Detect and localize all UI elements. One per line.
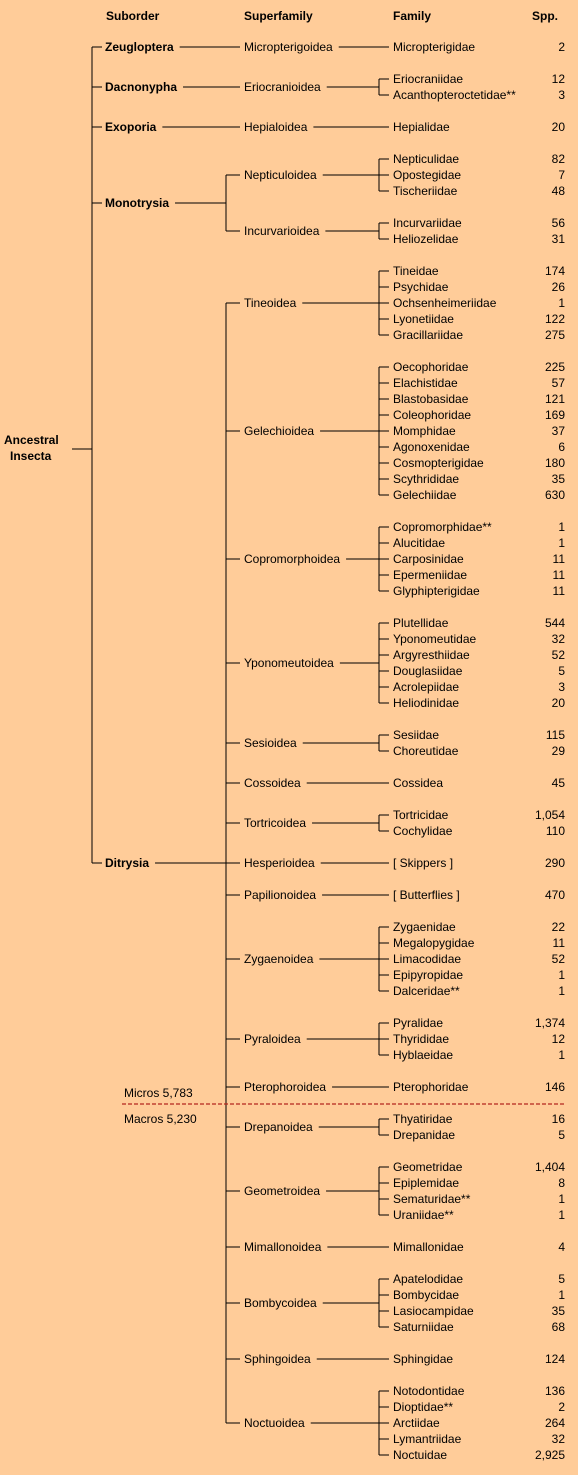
- species-count: 1: [558, 520, 565, 534]
- header-family: Family: [393, 9, 432, 23]
- species-count: 32: [551, 632, 565, 646]
- species-count: 26: [551, 280, 565, 294]
- family-label: [ Skippers ]: [393, 856, 454, 870]
- family-label: Thyatiridae: [393, 1112, 453, 1126]
- family-label: Blastobasidae: [393, 392, 469, 406]
- family-label: Psychidae: [393, 280, 449, 294]
- species-count: 35: [551, 472, 565, 486]
- species-count: 8: [558, 1176, 565, 1190]
- superfamily-label: Bombycoidea: [244, 1296, 317, 1310]
- species-count: 264: [544, 1416, 565, 1430]
- superfamily-label: Gelechioidea: [244, 424, 315, 438]
- family-label: Tischeriidae: [393, 184, 458, 198]
- family-label: Acanthopteroctetidae**: [393, 88, 516, 102]
- superfamily-label: Incurvarioidea: [244, 224, 320, 238]
- header-suborder: Suborder: [106, 9, 160, 23]
- species-count: 2: [558, 1400, 565, 1414]
- family-label: Acrolepiidae: [393, 680, 460, 694]
- species-count: 1: [558, 984, 565, 998]
- superfamily-label: Cossoidea: [244, 776, 301, 790]
- family-label: Noctuidae: [393, 1448, 448, 1462]
- family-label: Yponomeutidae: [393, 632, 477, 646]
- family-label: Glyphipterigidae: [393, 584, 480, 598]
- species-count: 1: [558, 1288, 565, 1302]
- species-count: 470: [544, 888, 565, 902]
- family-label: Arctiidae: [393, 1416, 440, 1430]
- family-label: Tineidae: [393, 264, 439, 278]
- micros-total: Micros 5,783: [124, 1086, 193, 1100]
- family-label: Lasiocampidae: [393, 1304, 474, 1318]
- species-count: 12: [551, 1032, 565, 1046]
- species-count: 20: [551, 120, 565, 134]
- species-count: 20: [551, 696, 565, 710]
- superfamily-label: Hesperioidea: [244, 856, 315, 870]
- family-label: Apatelodidae: [393, 1272, 464, 1286]
- species-count: 52: [551, 648, 565, 662]
- superfamily-label: Nepticuloidea: [244, 168, 317, 182]
- species-count: 136: [544, 1384, 565, 1398]
- species-count: 5: [558, 664, 565, 678]
- species-count: 275: [544, 328, 565, 342]
- family-label: Opostegidae: [393, 168, 462, 182]
- superfamily-label: Tineoidea: [244, 296, 297, 310]
- family-label: Tortricidae: [393, 808, 449, 822]
- family-label: Epipyropidae: [393, 968, 464, 982]
- superfamily-label: Noctuoidea: [244, 1416, 305, 1430]
- family-label: Carposinidae: [393, 552, 464, 566]
- superfamily-label: Eriocranioidea: [244, 80, 321, 94]
- superfamily-label: Drepanoidea: [244, 1120, 313, 1134]
- family-label: Notodontidae: [393, 1384, 465, 1398]
- family-label: Choreutidae: [393, 744, 459, 758]
- family-label: Dioptidae**: [393, 1400, 454, 1414]
- species-count: 16: [551, 1112, 565, 1126]
- species-count: 544: [544, 616, 565, 630]
- superfamily-label: Copromorphoidea: [244, 552, 341, 566]
- species-count: 11: [552, 584, 565, 598]
- family-label: Plutellidae: [393, 616, 449, 630]
- family-label: Saturniidae: [393, 1320, 454, 1334]
- species-count: 110: [545, 824, 565, 838]
- family-label: Coleophoridae: [393, 408, 472, 422]
- family-label: Ochsenheimeriidae: [393, 296, 497, 310]
- family-label: Argyresthiidae: [393, 648, 470, 662]
- superfamily-label: Hepialoidea: [244, 120, 308, 134]
- micro-macro-split: [122, 1086, 565, 1126]
- species-count: 82: [551, 152, 565, 166]
- species-count: 146: [544, 1080, 565, 1094]
- species-count: 121: [544, 392, 565, 406]
- family-label: Megalopygidae: [393, 936, 475, 950]
- suborder-label: Zeugloptera: [105, 40, 174, 54]
- family-label: Micropterigidae: [393, 40, 476, 54]
- species-count: 37: [551, 424, 565, 438]
- species-count: 22: [551, 920, 565, 934]
- species-count: 1,374: [534, 1016, 565, 1030]
- superfamily-label: Sphingoidea: [244, 1352, 311, 1366]
- family-label: Hyblaeidae: [393, 1048, 454, 1062]
- family-label: Sematuridae**: [393, 1192, 471, 1206]
- species-count: 1: [558, 1048, 565, 1062]
- column-headers: [106, 9, 558, 23]
- species-count: 45: [551, 776, 565, 790]
- family-label: Geometridae: [393, 1160, 463, 1174]
- family-label: Drepanidae: [393, 1128, 456, 1142]
- species-count: 56: [551, 216, 565, 230]
- family-label: Oecophoridae: [393, 360, 469, 374]
- species-count: 290: [544, 856, 565, 870]
- family-label: Heliodinidae: [393, 696, 460, 710]
- species-count: 3: [558, 680, 565, 694]
- species-count: 1,404: [534, 1160, 565, 1174]
- family-label: Thyrididae: [393, 1032, 450, 1046]
- family-label: Eriocraniidae: [393, 72, 464, 86]
- root-node: [4, 433, 59, 463]
- macros-total: Macros 5,230: [124, 1112, 197, 1126]
- species-count: 4: [558, 1240, 565, 1254]
- species-count: 169: [544, 408, 565, 422]
- family-label: Alucitidae: [393, 536, 446, 550]
- superfamily-label: Papilionoidea: [244, 888, 317, 902]
- species-count: 115: [545, 728, 565, 742]
- species-count: 630: [544, 488, 565, 502]
- family-label: Heliozelidae: [393, 232, 459, 246]
- species-count: 5: [558, 1128, 565, 1142]
- superfamily-label: Mimallonoidea: [244, 1240, 322, 1254]
- family-label: Douglasiidae: [393, 664, 463, 678]
- species-count: 174: [544, 264, 565, 278]
- family-label: Uraniidae**: [393, 1208, 454, 1222]
- species-count: 5: [558, 1272, 565, 1286]
- superfamily-label: Micropterigoidea: [244, 40, 333, 54]
- species-count: 1,054: [534, 808, 565, 822]
- species-count: 35: [551, 1304, 565, 1318]
- superfamily-label: Sesioidea: [244, 736, 297, 750]
- superfamily-label: Tortricoidea: [244, 816, 307, 830]
- species-count: 68: [551, 1320, 565, 1334]
- species-count: 1: [558, 536, 565, 550]
- species-count: 32: [551, 1432, 565, 1446]
- species-count: 180: [544, 456, 565, 470]
- tree-lines: [72, 47, 389, 1455]
- family-label: [ Butterflies ]: [393, 888, 460, 902]
- family-label: Agonoxenidae: [393, 440, 470, 454]
- species-count: 7: [558, 168, 565, 182]
- family-label: Cochylidae: [393, 824, 453, 838]
- species-count: 1: [558, 1192, 565, 1206]
- family-label: Zygaenidae: [393, 920, 456, 934]
- root-label-line1: Ancestral: [4, 433, 59, 447]
- superfamily-label: Yponomeutoidea: [244, 656, 334, 670]
- family-label: Pyralidae: [393, 1016, 444, 1030]
- header-species: Spp.: [532, 9, 558, 23]
- superfamily-label: Zygaenoidea: [244, 952, 314, 966]
- family-label: Sphingidae: [393, 1352, 454, 1366]
- species-count: 48: [551, 184, 565, 198]
- family-label: Nepticulidae: [393, 152, 460, 166]
- species-count: 1: [558, 968, 565, 982]
- root-label-line2: Insecta: [10, 449, 52, 463]
- family-label: Epiplemidae: [393, 1176, 460, 1190]
- species-count: 57: [551, 376, 565, 390]
- species-count: 1: [558, 1208, 565, 1222]
- family-label: Cossidea: [393, 776, 444, 790]
- species-count: 6: [558, 440, 565, 454]
- family-label: Epermeniidae: [393, 568, 468, 582]
- suborder-label: Ditrysia: [105, 856, 150, 870]
- species-count: 122: [544, 312, 565, 326]
- family-label: Incurvariidae: [393, 216, 462, 230]
- family-label: Scythrididae: [393, 472, 460, 486]
- family-label: Mimallonidae: [393, 1240, 464, 1254]
- species-count: 52: [551, 952, 565, 966]
- species-count: 12: [551, 72, 565, 86]
- superfamily-label: Geometroidea: [244, 1184, 321, 1198]
- superfamily-label: Pyraloidea: [244, 1032, 301, 1046]
- species-count: 124: [544, 1352, 565, 1366]
- species-count: 29: [551, 744, 565, 758]
- species-count: 31: [551, 232, 565, 246]
- species-count: 11: [552, 568, 565, 582]
- family-label: Limacodidae: [393, 952, 462, 966]
- species-count: 3: [558, 88, 565, 102]
- species-count: 2,925: [534, 1448, 565, 1462]
- family-label: Momphidae: [393, 424, 456, 438]
- family-label: Copromorphidae**: [393, 520, 492, 534]
- family-label: Pterophoridae: [393, 1080, 469, 1094]
- species-count: 1: [558, 296, 565, 310]
- superfamily-label: Pterophoroidea: [244, 1080, 327, 1094]
- family-label: Bombycidae: [393, 1288, 460, 1302]
- species-count: 225: [544, 360, 565, 374]
- family-label: Sesiidae: [393, 728, 440, 742]
- family-label: Elachistidae: [393, 376, 458, 390]
- family-label: Dalceridae**: [393, 984, 460, 998]
- species-count: 11: [552, 552, 565, 566]
- family-label: Gelechiidae: [393, 488, 457, 502]
- suborder-label: Exoporia: [105, 120, 157, 134]
- species-count: 11: [552, 936, 565, 950]
- tree-nodes: [105, 40, 565, 1462]
- family-label: Hepialidae: [393, 120, 450, 134]
- family-label: Cosmopterigidae: [393, 456, 484, 470]
- suborder-label: Monotrysia: [105, 196, 170, 210]
- family-label: Lyonetiidae: [393, 312, 454, 326]
- species-count: 2: [558, 40, 565, 54]
- header-superfamily: Superfamily: [244, 9, 313, 23]
- family-label: Lymantriidae: [393, 1432, 462, 1446]
- suborder-label: Dacnonypha: [105, 80, 178, 94]
- family-label: Gracillariidae: [393, 328, 464, 342]
